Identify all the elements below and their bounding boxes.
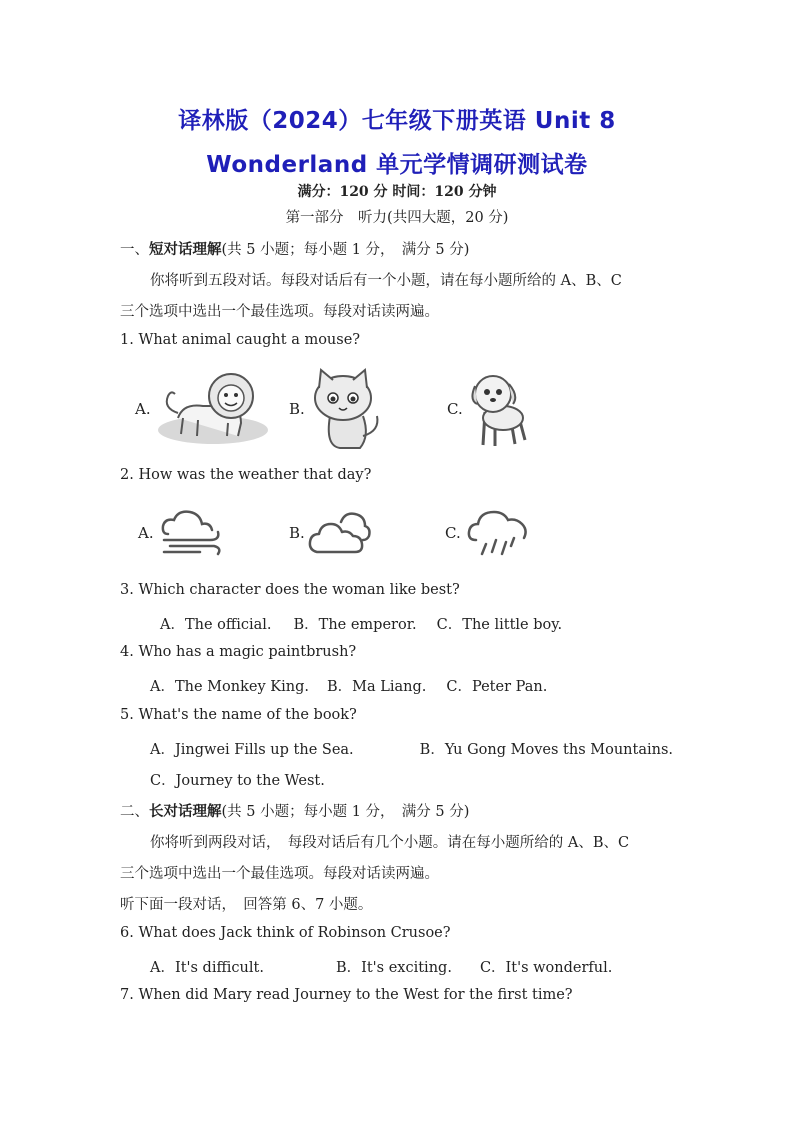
question-3-stem: 3. Which character does the woman like best? [120, 582, 460, 598]
q2-option-c-label[interactable]: C. [445, 524, 461, 542]
q2-option-a-label[interactable]: A. [138, 524, 154, 542]
q5-option-b[interactable]: B．Yu Gong Moves ths Mountains. [419, 742, 673, 758]
exam-title-line2: Wonderland 单元学情调研测试卷 [206, 152, 588, 178]
cat-icon [305, 366, 385, 455]
question-5-options-row2 [150, 769, 325, 790]
question-5-options-row1 [150, 738, 673, 759]
section2-sub-instruction: 听下面一段对话， 回答第 6、7 小题。 [120, 897, 373, 913]
part-heading: 第一部分 听力(共四大题，20 分) [285, 210, 509, 226]
section1-scoring: (共 5 小题；每小题 1 分， 满分 5 分) [221, 242, 470, 258]
lion-icon [153, 368, 268, 452]
question-4-options [150, 675, 547, 696]
q4-option-c[interactable]: C．Peter Pan. [446, 679, 548, 695]
q6-option-b[interactable]: B．It's exciting. [335, 960, 452, 976]
section1-instruction-2: 三个选项中选出一个最佳选项。每段对话读两遍。 [120, 304, 439, 320]
question-5-stem: 5. What's the name of the book? [120, 707, 357, 723]
question-1-stem: 1. What animal caught a mouse? [120, 332, 361, 348]
q2-option-b-label[interactable]: B. [289, 524, 305, 542]
section2-scoring: (共 5 小题；每小题 1 分， 满分 5 分) [221, 804, 470, 820]
score-time-info: 满分：120 分 时间：120 分钟 [297, 184, 497, 200]
q6-option-a[interactable]: A．It's difficult. [150, 960, 264, 976]
question-2-stem: 2. How was the weather that day? [120, 467, 372, 483]
section2-instruction-2: 三个选项中选出一个最佳选项。每段对话读两遍。 [120, 866, 439, 882]
q4-option-b[interactable]: B．Ma Liang. [326, 679, 427, 695]
q1-option-c-label[interactable]: C. [447, 400, 463, 418]
question-7-stem: 7. When did Mary read Journey to the West for the first time? [120, 987, 573, 1003]
q6-option-c[interactable]: C．It's wonderful. [479, 960, 613, 976]
q4-option-a[interactable]: A．The Monkey King. [150, 679, 309, 695]
question-6-stem: 6. What does Jack think of Robinson Crusoe? [120, 925, 451, 941]
q1-option-a-label[interactable]: A. [135, 400, 151, 418]
q3-option-b[interactable]: B．The emperor. [293, 617, 417, 633]
section1-number: 一、 [120, 242, 149, 258]
section2-title: 长对话理解 [149, 803, 222, 820]
section1-heading [120, 238, 469, 259]
question-6-options [150, 956, 612, 977]
section2-instruction-1: 你将听到两段对话， 每段对话后有几个小题。请在每小题所给的 A、B、C [150, 835, 630, 851]
question-3-options [160, 613, 562, 634]
q1-option-b-label[interactable]: B. [289, 400, 305, 418]
dog-icon [465, 370, 535, 454]
q5-option-a[interactable]: A．Jingwei Fills up the Sea. [150, 742, 354, 758]
section1-title: 短对话理解 [149, 241, 222, 258]
windy-icon [160, 508, 225, 562]
rainy-icon [466, 508, 531, 562]
question-4-stem: 4. Who has a magic paintbrush? [120, 644, 357, 660]
q3-option-a[interactable]: A．The official. [160, 617, 272, 633]
cloudy-icon [307, 510, 372, 559]
section2-number: 二、 [120, 804, 149, 820]
section1-instruction-1: 你将听到五段对话。每段对话后有一个小题，请在每小题所给的 A、B、C [150, 273, 622, 289]
q5-option-c[interactable]: C．Journey to the West. [150, 773, 325, 789]
q3-option-c[interactable]: C．The little boy. [436, 617, 563, 633]
section2-heading [120, 800, 469, 821]
exam-title-line1: 译林版（2024）七年级下册英语 Unit 8 [178, 108, 616, 134]
